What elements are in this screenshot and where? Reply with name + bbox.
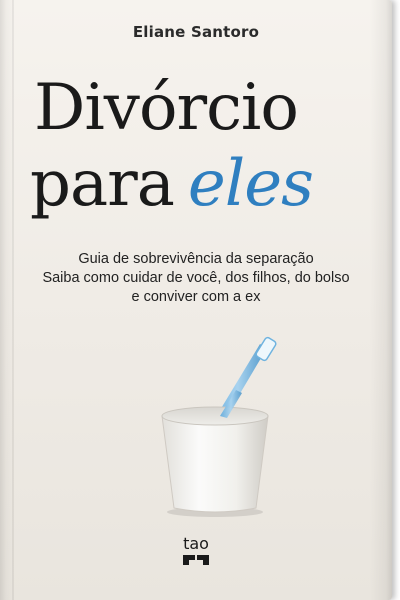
subtitle-line: Saiba como cuidar de você, dos filhos, do bolso bbox=[42, 270, 350, 286]
title-word-accent: eles bbox=[187, 147, 313, 221]
title-word-plain: para bbox=[30, 147, 174, 221]
cup-with-toothbrush-icon bbox=[150, 330, 300, 530]
subtitle-line: e conviver com a ex bbox=[131, 289, 261, 305]
subtitle bbox=[0, 250, 392, 307]
cup-rim bbox=[162, 407, 268, 425]
tao-logo-icon bbox=[181, 553, 211, 567]
publisher-name: tao bbox=[183, 534, 209, 553]
subtitle-line: Guia de sobrevivência da separação bbox=[78, 251, 314, 267]
cup-body bbox=[162, 411, 268, 512]
publisher-logo bbox=[174, 535, 218, 572]
toothbrush-head bbox=[255, 336, 277, 361]
title-line-2 bbox=[30, 146, 313, 222]
title-line-1: Divórcio bbox=[34, 71, 298, 145]
author-name: Eliane Santoro bbox=[132, 23, 260, 41]
